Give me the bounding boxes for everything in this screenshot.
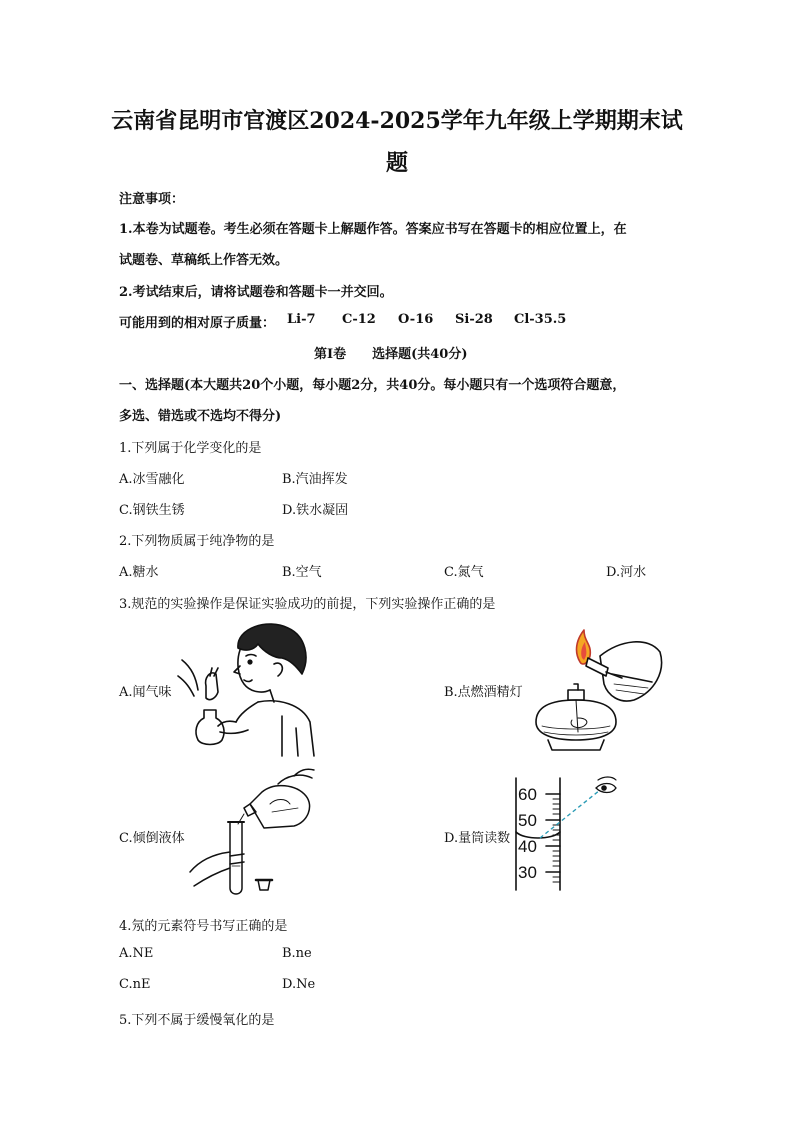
figure-cylinder-reading [504,772,664,894]
figure-lighting-alcohol-lamp [528,622,668,754]
question-4-option-c: C.nE [119,977,151,992]
cylinder-label-30: 30 [518,863,537,882]
atomic-mass-si: Si-28 [455,312,493,327]
section-desc-line2: 多选、错选或不选均不得分) [119,409,282,424]
question-2-option-c: C.氮气 [444,565,484,580]
figure-pouring-liquid [190,768,320,900]
section-title: 第Ⅰ卷 选择题(共40分) [314,347,468,362]
question-3-option-d: D.量筒读数 [444,831,511,846]
question-4-option-a: A.NE [119,946,154,961]
question-2-option-b: B.空气 [282,565,322,580]
question-4-option-d: D.Ne [282,977,316,992]
cylinder-label-40: 40 [518,837,537,856]
question-4-option-b: B.ne [282,946,312,961]
notes-item1-line1: 1.本卷为试题卷。考生必须在答题卡上解题作答。答案应书写在答题卡的相应位置上，在 [119,222,627,237]
question-1-option-d: D.铁水凝固 [282,503,349,518]
document-title-line2: 题 [385,150,408,176]
atomic-mass-o: O-16 [398,312,434,327]
question-1-option-b: B.汽油挥发 [282,472,348,487]
question-3-option-a: A.闻气味 [119,685,172,700]
cylinder-label-60: 60 [518,785,537,804]
question-4-stem: 4.氖的元素符号书写正确的是 [119,919,288,934]
question-2-stem: 2.下列物质属于纯净物的是 [119,534,275,549]
atomic-mass-c: C-12 [342,312,376,327]
document-title-line1: 云南省昆明市官渡区2024-2025学年九年级上学期期末试 [111,108,683,134]
notes-item1-line2: 试题卷、草稿纸上作答无效。 [119,253,289,268]
atomic-mass-li: Li-7 [287,312,316,327]
atomic-mass-label: 可能用到的相对原子质量： [119,316,276,331]
question-1-option-c: C.钢铁生锈 [119,503,185,518]
question-1-option-a: A.冰雪融化 [119,472,185,487]
question-1-stem: 1.下列属于化学变化的是 [119,441,262,456]
notes-item2: 2.考试结束后，请将试题卷和答题卡一并交回。 [119,285,393,300]
question-2-option-d: D.河水 [606,565,647,580]
cylinder-label-50: 50 [518,811,537,830]
notes-heading: 注意事项： [119,192,185,207]
question-2-option-a: A.糖水 [119,565,159,580]
question-3-option-c: C.倾倒液体 [119,831,185,846]
atomic-mass-cl: Cl-35.5 [514,312,567,327]
figure-smelling-gas [178,618,318,758]
section-desc-line1: 一、选择题(本大题共20个小题，每小题2分，共40分。每小题只有一个选项符合题意， [119,378,626,393]
question-3-option-b: B.点燃酒精灯 [444,685,523,700]
question-5-stem: 5.下列不属于缓慢氧化的是 [119,1013,275,1028]
question-3-stem: 3.规范的实验操作是保证实验成功的前提，下列实验操作正确的是 [119,597,496,612]
